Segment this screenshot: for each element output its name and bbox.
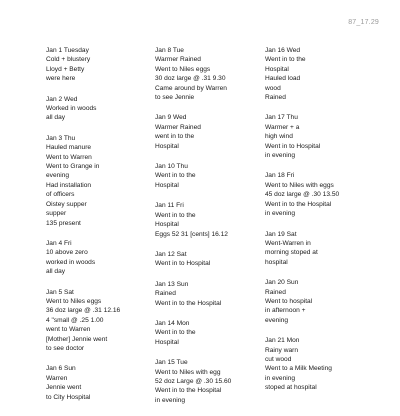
entry-text-line: Hospital [265,65,289,73]
entry-text-line: 36 doz large @ .31 12.16 [46,307,121,315]
diary-entry [265,171,373,218]
entry-text-line: 52 doz Large @ .30 15.60 [155,377,232,385]
entry-text-line: evening [46,172,70,180]
entry-date: Jan 17 Thu [265,114,298,122]
entry-text-line: Hospital [155,181,179,189]
entry-text-line: Eggs 52 31 [cents] 16.12 [155,230,228,238]
entry-date: Jan 13 Sun [155,280,189,288]
entry-text-line: all day [46,114,66,122]
entry-text-line: Went in to the [265,56,306,64]
entry-text-line: 4 "small @ .25 1.00 [46,316,104,324]
entry-text-line: Went to Warren [46,153,92,161]
entry-text-line: Went to Niles eggs [46,297,102,305]
entry-text-line: Oistey supper [46,200,87,208]
entry-date: Jan 6 Sun [46,365,76,373]
entry-text-line: Rained [265,288,286,296]
entry-text-line: Rained [265,94,286,102]
diary-entry [155,201,263,239]
diary-entry [46,134,154,228]
entry-text-line: Went in to the [155,329,196,337]
entry-date: Jan 19 Sat [265,230,297,238]
entry-text-line: hospital [265,258,288,266]
entry-date: Jan 21 Mon [265,337,300,345]
entry-date: Jan 4 Fri [46,239,72,247]
diary-entry [46,95,154,123]
entry-text-line: Rained [155,290,176,298]
entry-text-line: in evening [155,396,186,404]
diary-entry [155,113,263,151]
diary-entry [155,162,263,190]
entry-text-line: Rainy warn [265,346,298,354]
entry-text-line: supper [46,210,67,218]
entry-text-line: Hauled manure [46,144,92,152]
entry-text-line: in afternoon + [265,307,306,315]
diary-entry [155,250,263,269]
diary-entry [46,46,154,84]
entry-date: Jan 16 Wed [265,47,301,54]
entry-text-line: went in to the [155,133,195,141]
entry-text-line: Went to Niles with eggs [265,181,334,189]
entry-date: Jan 10 Thu [155,163,188,171]
entry-text-line: Jennie went [46,384,82,392]
diary-entry [155,319,263,347]
entry-text-line: worked in woods [46,258,96,266]
diary-entry [46,364,154,402]
entry-text-line: all day [46,268,66,276]
diary-entry [265,230,373,268]
entry-text-line: 45 doz large @ .30 13.50 [265,191,340,199]
diary-entry [46,288,154,354]
entry-text-line: Went in to Hospital [265,142,321,150]
entry-text-line: 135 present [46,219,81,227]
entry-date: Jan 1 Tuesday [46,47,89,54]
entry-text-line: Hospital [155,221,179,229]
entry-text-line: Went to Grange in [46,163,100,171]
entry-text-line: to see doctor [46,344,85,352]
diary-entry [265,336,373,392]
entry-date: Jan 11 Fri [155,202,184,210]
diary-entry [265,46,373,102]
entry-text-line: Went to Niles eggs [155,65,211,73]
entry-text-line: stoped at hospital [265,384,317,392]
entry-text-line: Went in to the [155,211,196,219]
entry-text-line: Hospital [155,338,179,346]
entry-text-line: high wind [265,133,293,141]
entry-text-line: in evening [265,374,296,382]
entry-date: Jan 15 Tue [155,359,188,367]
entry-text-line: Worked in woods [46,105,97,113]
diary-entry [155,358,263,405]
entry-text-line: 30 doz large @ .31 9.30 [155,75,226,83]
entry-date: Jan 20 Sun [265,279,299,287]
entry-text-line: Hospital [155,142,179,150]
entry-date: Jan 5 Sat [46,288,74,296]
entry-text-line: to City Hospital [46,393,91,401]
entry-text-line: cut wood [265,355,292,363]
entry-date: Jan 14 Mon [155,319,190,327]
entry-text-line: Went to Niles with egg [155,368,221,376]
entry-text-line: Warmer Rained [155,56,201,64]
column-1 [46,46,154,413]
entry-text-line: Warren [46,374,68,382]
entry-text-line: Came around by Warren [155,84,227,92]
entry-text-line: Went in to the Hospital [265,200,332,208]
entry-date: Jan 9 Wed [155,114,187,122]
entry-text-line: 10 above zero [46,249,88,257]
entry-text-line: Went in to the Hospital [155,387,222,395]
entry-text-line: Hauled load [265,75,301,83]
diary-entry [46,239,154,277]
entry-text-line: evening [265,316,289,324]
entry-date: Jan 2 Wed [46,95,78,103]
entry-date: Jan 8 Tue [155,47,184,54]
diary-entry [265,113,373,160]
entry-date: Jan 12 Sat [155,250,187,258]
entry-date: Jan 18 Fri [265,172,295,180]
entry-text-line: Went-Warren in [265,239,311,247]
entry-text-line: to see Jennie [155,94,195,102]
column-3 [265,46,373,404]
entry-text-line: in evening [265,210,296,218]
page-identifier: 87_17.29 [348,19,379,26]
entry-text-line: morning stoped at [265,249,318,257]
entry-text-line: were here [46,75,76,83]
column-2 [155,46,263,416]
entry-text-line: Had installation [46,181,92,189]
entry-text-line: Went to hospital [265,297,313,305]
entry-text-line: went to Warren [46,326,91,334]
entry-date: Jan 3 Thu [46,134,76,142]
entry-text-line: wood [265,84,281,92]
entry-text-line: in evening [265,152,296,160]
entry-text-line: of officers [46,191,75,199]
entry-text-line: Went to a Milk Meeting [265,365,332,373]
diary-entry [155,280,263,308]
entry-text-line: Cold + blustery [46,56,91,64]
entry-text-line: Went in to the [155,172,196,180]
entry-text-line: [Mother] Jennie went [46,335,108,343]
diary-entry [155,46,263,102]
entry-text-line: Warmer Rained [155,123,201,131]
entry-text-line: Lloyd + Betty [46,65,85,73]
diary-entry [265,278,373,325]
entry-text-line: Went in to Hospital [155,260,211,268]
entry-text-line: Warmer + a [265,123,300,131]
entry-text-line: Went in to the Hospital [155,299,222,307]
